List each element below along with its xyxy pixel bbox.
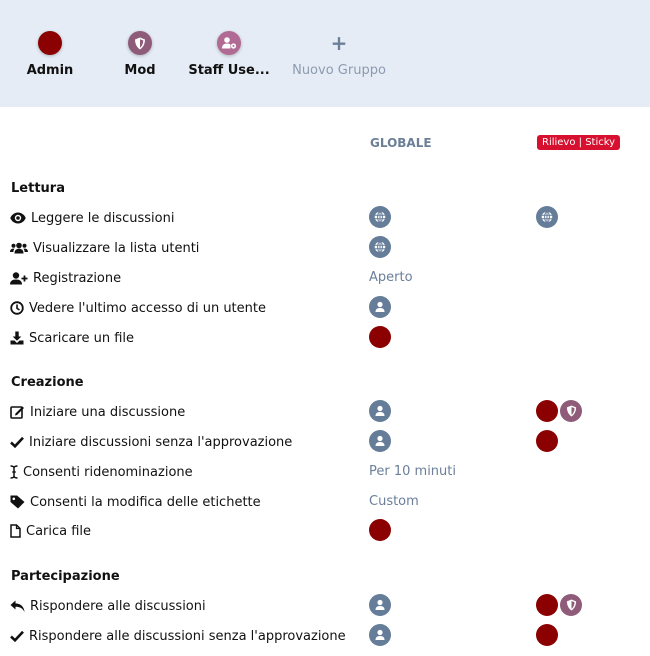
group-mod[interactable] (90, 31, 190, 78)
tag-permission-select[interactable] (536, 594, 582, 616)
globe-icon (369, 206, 391, 228)
group-label: Admin (26, 63, 74, 78)
section-title-partecipazione: Partecipazione (11, 569, 120, 584)
file-icon (10, 524, 21, 538)
permission-label: Vedere l'ultimo accesso di un utente (29, 300, 266, 316)
user-icon (369, 430, 391, 452)
user-icon (369, 400, 391, 422)
clock-icon (10, 301, 24, 315)
tag-permission-select[interactable] (536, 430, 558, 452)
global-permission-select[interactable] (369, 460, 456, 482)
group-label: Mod (124, 63, 156, 78)
shield-icon (128, 31, 152, 55)
user-cog-icon (217, 31, 241, 55)
global-permission-select[interactable] (369, 296, 391, 318)
admin-group-icon (536, 624, 558, 646)
permission-label: Rispondere alle discussioni senza l'approvazione (29, 628, 346, 644)
users-icon (10, 242, 28, 254)
permission-label: Carica file (26, 523, 92, 539)
permission-row (0, 596, 650, 626)
tag-permission-select[interactable] (536, 400, 582, 422)
download-icon (10, 331, 24, 345)
group-staff-users[interactable] (179, 31, 279, 78)
permission-row (0, 492, 650, 522)
permission-label: Consenti la modifica delle etichette (30, 494, 261, 510)
permission-row (0, 626, 650, 656)
admin-group-icon (536, 400, 558, 422)
group-label: Staff Use... (188, 63, 270, 78)
admin-group-icon (369, 519, 391, 541)
shield-icon (560, 594, 582, 616)
global-permission-select[interactable] (369, 236, 391, 258)
permission-row (0, 208, 650, 238)
user-plus-icon (10, 272, 28, 285)
permission-label: Consenti ridenominazione (23, 464, 193, 480)
permission-row (0, 328, 650, 358)
permission-label: Registrazione (33, 270, 122, 286)
column-header-global: GLOBALE (370, 136, 432, 150)
permission-label: Scaricare un file (29, 330, 135, 346)
global-permission-select[interactable] (369, 206, 391, 228)
user-icon (369, 594, 391, 616)
global-permission-select[interactable] (369, 594, 391, 616)
globe-icon (536, 206, 558, 228)
permission-label: Rispondere alle discussioni (30, 598, 206, 614)
permission-row (0, 298, 650, 328)
tag-edit-value: Custom (369, 493, 419, 509)
tag-permission-select[interactable] (536, 624, 558, 646)
tag-icon (10, 495, 25, 509)
global-permission-select[interactable] (369, 400, 391, 422)
global-permission-select[interactable] (369, 430, 391, 452)
global-permission-select[interactable] (369, 490, 419, 512)
admin-group-icon (369, 326, 391, 348)
user-icon (369, 624, 391, 646)
permission-label: Leggere le discussioni (31, 210, 175, 226)
admin-group-icon (38, 31, 62, 55)
group-admin[interactable] (0, 31, 100, 78)
permission-row (0, 462, 650, 492)
i-cursor-icon (10, 465, 18, 479)
permission-label: Iniziare discussioni senza l'approvazione (29, 434, 293, 450)
tag-permission-select[interactable] (536, 206, 558, 228)
registration-value: Aperto (369, 269, 413, 285)
check-icon (10, 436, 24, 448)
group-label: Nuovo Gruppo (292, 63, 386, 78)
rename-value: Per 10 minuti (369, 463, 456, 479)
globe-icon (369, 236, 391, 258)
section-title-lettura: Lettura (11, 181, 65, 196)
reply-icon (10, 600, 25, 613)
permission-row (0, 238, 650, 268)
shield-icon (560, 400, 582, 422)
admin-group-icon (536, 430, 558, 452)
tag-badge-sticky[interactable]: Rilievo | Sticky (537, 135, 620, 150)
global-permission-select[interactable] (369, 519, 391, 541)
section-title-creazione: Creazione (11, 375, 84, 390)
user-icon (369, 296, 391, 318)
permission-row (0, 432, 650, 462)
edit-icon (10, 405, 25, 419)
admin-group-icon (536, 594, 558, 616)
global-permission-select[interactable] (369, 326, 391, 348)
global-permission-select[interactable] (369, 266, 413, 288)
permission-row (0, 521, 650, 551)
check-icon (10, 630, 24, 642)
plus-icon: + (330, 31, 348, 55)
groups-bar (0, 0, 650, 107)
permission-row (0, 268, 650, 298)
eye-icon (10, 212, 26, 224)
permission-label: Visualizzare la lista utenti (33, 240, 200, 256)
new-group-button[interactable] (289, 31, 389, 78)
permission-label: Iniziare una discussione (30, 404, 186, 420)
global-permission-select[interactable] (369, 624, 391, 646)
permission-row (0, 402, 650, 432)
